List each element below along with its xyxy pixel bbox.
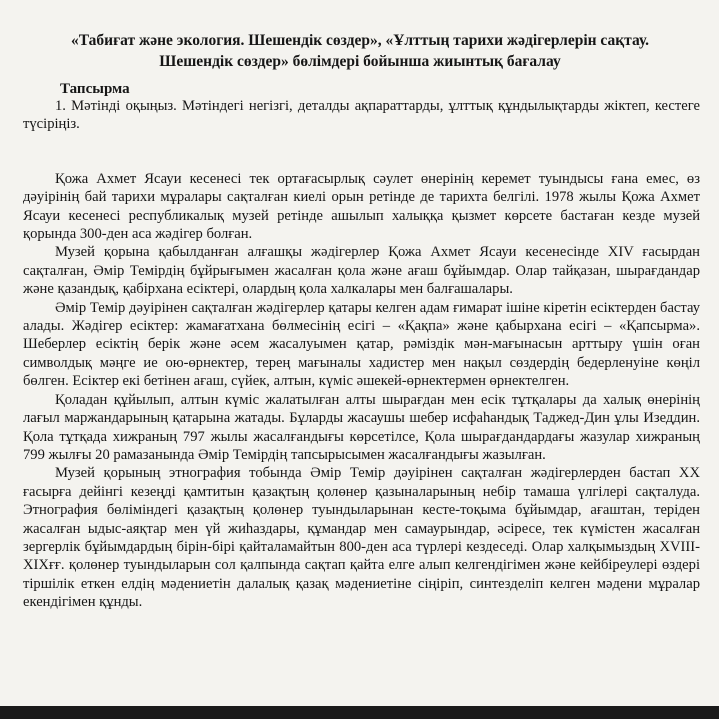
- paragraph-4: Қоладан құйылып, алтын күміс жалатылған алты шырағдан мен есік тұтқалары да халық өнерінің лағыл маржандарының қатарына жатады. Бұларды жасаушы шебер исфаһандық Таджед-Дин ұлы Изеддин. Қола тұтқада хижраның 797 жылы жасалғандығы көрсетілсе, Қола шырағдандардағы жазулар хижраның 799 жылғы 20 рамазанында Әмір Темірдің тапсырысымен жасалғандығы жазылған.: [23, 391, 700, 463]
- paragraph-3: Әмір Темір дәуірінен сақталған жәдігерлер қатары келген адам ғимарат ішіне кіретін есіктерден бастау алады. Жәдігер есіктер: жамағатхана бөлмесінің есігі – «Қақпа» және қабырхана есігі – «Қапсырма». Шеберлер есіктің берік және әсем жасалуымен қатар, рәміздік мән-мағынасын арттыру үшін оған символдық мәңге ие ою-өрнектер, терең мағыналы хадистер мен нақыл сөздердің бедерленуіне көңіл бөлген. Есіктер екі бетінен ағаш, сүйек, алтын, күміс әшекей-өрнектермен өрнектелген.: [23, 299, 700, 390]
- bottom-dark-strip: [0, 706, 719, 719]
- paragraph-1: Қожа Ахмет Ясауи кесенесі тек ортағасырлық сәулет өнерінің керемет туындысы ғана емес, өз дәуірінің бай тарихи мұралары сақталған киелі орын ретінде де тарихта белгілі. 1978 жылы Қожа Ахмет Ясауи кесенесі республикалық музей ретінде ашылып халыққа қызмет көрсете бастаған кезде музей қорында 300-ден аса жәдігер болған.: [23, 170, 700, 243]
- paragraph-5: Музей қорының этнография тобында Әмір Темір дәуірінен сақталған жәдігерлерден бастап XX ғасырға дейінгі кезеңді қамтитын қазақтың қолөнер қазыналарының небір тамаша үлгілері сақталуда. Этнография бөліміндегі қазақтың қолөнер туындыларынан кесте-тоқыма бұйымдар, ағаштан, теріден жасалған ыдыс-аяқтар мен үй жиһаздары, құмандар мен самаурындар, әсіресе, тек күмістен жасалған зергерлік бұйымдардың бірін-бірі қайталамайтын 800-ден аса түрлері кездеседі. Олар халқымыздың XVIII-XIXғғ. қолөнер туындыларын сол қалпында сақтап қайта елге алып келгендігімен және кейбіреулері өздері тіршілік еткен елдің мәдениетін далалық қазақ мәдениетіне сіңіріп, синтезделіп келген мәдени мұралар екендігімен құнды.: [23, 465, 700, 611]
- title-line-2: Шешендік сөздер» бөлімдері бойынша жиынтық бағалау: [159, 53, 561, 70]
- document-title: [20, 30, 700, 72]
- task-heading: Тапсырма: [60, 81, 130, 97]
- paragraph-2: Музей қорына қабылданған алғашқы жәдігерлер Қожа Ахмет Ясауи кесенесінде XIV ғасырдан сақталған, Әмір Темірдің бұйрығымен жасалған қола және ағаш бұйымдар. Олар тайқазан, шырағдандар және қазандық, қабірхана есіктері, олардың қола халкалары мен балғашалары.: [23, 244, 700, 298]
- document-body: [23, 97, 700, 612]
- title-line-1: «Табиғат және экология. Шешендік сөздер», «Ұлттың тарихи жәдігерлерін сақтау.: [70, 32, 650, 49]
- task-instruction: 1. Мәтінді оқыңыз. Мәтіндегі негізгі, деталды ақпараттарды, ұлттық құндылықтарды жіктеп, кестеге түсіріңіз.: [23, 98, 700, 133]
